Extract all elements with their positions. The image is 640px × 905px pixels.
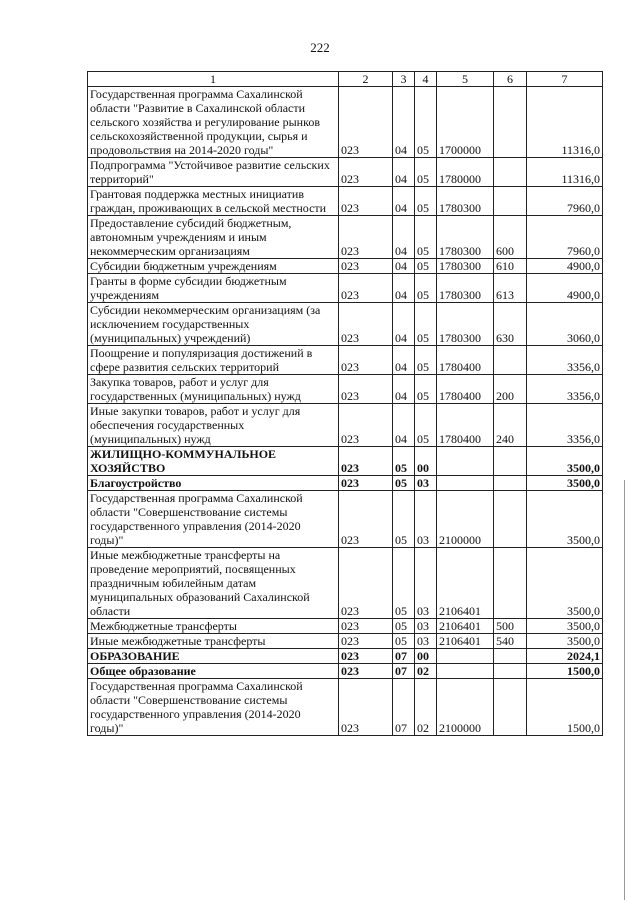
cell-vr [494, 447, 527, 476]
cell-csr [437, 649, 494, 664]
cell-name: Государственная программа Сахалинской области "Развитие в Сахалинской области сельского хозяйства и регулирование рынков сельскохозяйственной продукции, сырья и продовольствия на 2014-2020 годы" [88, 87, 339, 158]
cell-code: 023 [339, 649, 393, 664]
cell-code: 023 [339, 447, 393, 476]
cell-name: Межбюджетные трансферты [88, 619, 339, 634]
cell-amount: 11316,0 [527, 158, 603, 187]
cell-code: 023 [339, 375, 393, 404]
cell-podrazdel: 03 [415, 476, 437, 491]
table-row [88, 664, 603, 679]
cell-amount: 3060,0 [527, 303, 603, 346]
cell-name: Общее образование [88, 664, 339, 679]
cell-name: Иные межбюджетные трансферты на проведение мероприятий, посвященных праздничным юбилейным датам муниципальных образований Сахалинской области [88, 548, 339, 619]
cell-name: Гранты в форме субсидии бюджетным учреждениям [88, 274, 339, 303]
table-body [88, 87, 603, 736]
header-col-2: 2 [339, 72, 393, 87]
table-row [88, 303, 603, 346]
cell-amount: 3500,0 [527, 476, 603, 491]
cell-name: ОБРАЗОВАНИЕ [88, 649, 339, 664]
cell-podrazdel: 05 [415, 375, 437, 404]
cell-csr: 1780400 [437, 404, 494, 447]
cell-vr [494, 491, 527, 548]
cell-csr: 1780300 [437, 216, 494, 259]
header-col-3: 3 [393, 72, 415, 87]
cell-vr: 200 [494, 375, 527, 404]
cell-podrazdel: 05 [415, 87, 437, 158]
cell-amount: 1500,0 [527, 679, 603, 736]
header-col-5: 5 [437, 72, 494, 87]
scan-edge-line [624, 480, 625, 900]
cell-amount: 3356,0 [527, 375, 603, 404]
cell-podrazdel: 00 [415, 649, 437, 664]
cell-code: 023 [339, 679, 393, 736]
cell-amount: 3500,0 [527, 619, 603, 634]
table-row [88, 649, 603, 664]
cell-csr: 2106401 [437, 548, 494, 619]
cell-name: Предоставление субсидий бюджетным, автономным учреждениям и иным некоммерческим организациям [88, 216, 339, 259]
cell-podrazdel: 05 [415, 346, 437, 375]
cell-razdel: 04 [393, 303, 415, 346]
cell-csr: 1780000 [437, 158, 494, 187]
table-row [88, 491, 603, 548]
cell-vr [494, 187, 527, 216]
table-row [88, 679, 603, 736]
table-row [88, 259, 603, 274]
cell-podrazdel: 02 [415, 679, 437, 736]
cell-vr [494, 649, 527, 664]
table-row [88, 87, 603, 158]
cell-code: 023 [339, 187, 393, 216]
cell-podrazdel: 02 [415, 664, 437, 679]
cell-amount: 2024,1 [527, 649, 603, 664]
table-row [88, 274, 603, 303]
cell-amount: 3500,0 [527, 548, 603, 619]
cell-vr [494, 679, 527, 736]
header-col-6: 6 [494, 72, 527, 87]
cell-razdel: 04 [393, 346, 415, 375]
cell-podrazdel: 05 [415, 274, 437, 303]
cell-vr: 630 [494, 303, 527, 346]
cell-csr: 1780400 [437, 346, 494, 375]
cell-vr: 613 [494, 274, 527, 303]
cell-razdel: 04 [393, 375, 415, 404]
cell-razdel: 04 [393, 158, 415, 187]
cell-name: Иные межбюджетные трансферты [88, 634, 339, 649]
cell-name: Закупка товаров, работ и услуг для государственных (муниципальных) нужд [88, 375, 339, 404]
cell-csr: 1780300 [437, 274, 494, 303]
cell-podrazdel: 05 [415, 259, 437, 274]
cell-csr: 2106401 [437, 619, 494, 634]
cell-podrazdel: 03 [415, 491, 437, 548]
cell-code: 023 [339, 303, 393, 346]
cell-amount: 3500,0 [527, 634, 603, 649]
cell-razdel: 04 [393, 274, 415, 303]
cell-razdel: 05 [393, 548, 415, 619]
budget-table [87, 71, 603, 736]
cell-vr [494, 158, 527, 187]
cell-podrazdel: 05 [415, 303, 437, 346]
cell-code: 023 [339, 158, 393, 187]
cell-amount: 3500,0 [527, 447, 603, 476]
table-row [88, 447, 603, 476]
cell-amount: 3500,0 [527, 491, 603, 548]
cell-csr: 2100000 [437, 491, 494, 548]
table-row [88, 375, 603, 404]
cell-csr: 1780400 [437, 375, 494, 404]
cell-vr [494, 476, 527, 491]
cell-code: 023 [339, 548, 393, 619]
table-row [88, 404, 603, 447]
cell-podrazdel: 00 [415, 447, 437, 476]
cell-podrazdel: 05 [415, 404, 437, 447]
cell-code: 023 [339, 404, 393, 447]
cell-amount: 4900,0 [527, 259, 603, 274]
table-row [88, 158, 603, 187]
header-row [88, 72, 603, 87]
cell-amount: 3356,0 [527, 404, 603, 447]
cell-amount: 11316,0 [527, 87, 603, 158]
cell-vr [494, 87, 527, 158]
cell-csr [437, 664, 494, 679]
cell-csr: 2106401 [437, 634, 494, 649]
header-col-7: 7 [527, 72, 603, 87]
cell-name: ЖИЛИЩНО-КОММУНАЛЬНОЕ ХОЗЯЙСТВО [88, 447, 339, 476]
cell-amount: 7960,0 [527, 187, 603, 216]
cell-razdel: 07 [393, 649, 415, 664]
header-col-4: 4 [415, 72, 437, 87]
cell-vr: 610 [494, 259, 527, 274]
table-row [88, 187, 603, 216]
cell-code: 023 [339, 664, 393, 679]
cell-amount: 4900,0 [527, 274, 603, 303]
cell-vr [494, 346, 527, 375]
cell-code: 023 [339, 619, 393, 634]
cell-razdel: 04 [393, 216, 415, 259]
cell-razdel: 05 [393, 447, 415, 476]
cell-name: Государственная программа Сахалинской области "Совершенствование системы государственного управления (2014-2020 годы)" [88, 491, 339, 548]
cell-csr: 2100000 [437, 679, 494, 736]
cell-vr: 540 [494, 634, 527, 649]
table-row [88, 634, 603, 649]
cell-name: Грантовая поддержка местных инициатив граждан, проживающих в сельской местности [88, 187, 339, 216]
cell-podrazdel: 03 [415, 619, 437, 634]
cell-code: 023 [339, 634, 393, 649]
cell-csr: 1780300 [437, 187, 494, 216]
header-col-1: 1 [88, 72, 339, 87]
cell-csr [437, 447, 494, 476]
cell-name: Субсидии некоммерческим организациям (за исключением государственных (муниципальных) учреждений) [88, 303, 339, 346]
cell-podrazdel: 05 [415, 187, 437, 216]
cell-podrazdel: 03 [415, 634, 437, 649]
cell-razdel: 07 [393, 664, 415, 679]
page-number: 222 [310, 40, 330, 55]
cell-podrazdel: 05 [415, 216, 437, 259]
cell-razdel: 04 [393, 187, 415, 216]
cell-razdel: 04 [393, 259, 415, 274]
cell-code: 023 [339, 274, 393, 303]
cell-razdel: 05 [393, 634, 415, 649]
cell-vr [494, 548, 527, 619]
table-row [88, 548, 603, 619]
cell-csr [437, 476, 494, 491]
cell-name: Благоустройство [88, 476, 339, 491]
cell-code: 023 [339, 259, 393, 274]
cell-amount: 1500,0 [527, 664, 603, 679]
cell-name: Государственная программа Сахалинской области "Совершенствование системы государственного управления (2014-2020 годы)" [88, 679, 339, 736]
cell-razdel: 05 [393, 476, 415, 491]
cell-razdel: 04 [393, 87, 415, 158]
cell-razdel: 04 [393, 404, 415, 447]
table-row [88, 216, 603, 259]
cell-csr: 1780300 [437, 303, 494, 346]
cell-code: 023 [339, 216, 393, 259]
cell-razdel: 07 [393, 679, 415, 736]
cell-code: 023 [339, 476, 393, 491]
table-row [88, 346, 603, 375]
cell-code: 023 [339, 491, 393, 548]
cell-name: Поощрение и популяризация достижений в сфере развития сельских территорий [88, 346, 339, 375]
cell-code: 023 [339, 87, 393, 158]
cell-vr: 240 [494, 404, 527, 447]
cell-vr: 600 [494, 216, 527, 259]
cell-name: Субсидии бюджетным учреждениям [88, 259, 339, 274]
cell-name: Иные закупки товаров, работ и услуг для обеспечения государственных (муниципальных) нужд [88, 404, 339, 447]
cell-razdel: 05 [393, 491, 415, 548]
table-row [88, 476, 603, 491]
cell-razdel: 05 [393, 619, 415, 634]
cell-name: Подпрограмма "Устойчивое развитие сельских территорий" [88, 158, 339, 187]
cell-csr: 1700000 [437, 87, 494, 158]
cell-vr [494, 664, 527, 679]
cell-vr: 500 [494, 619, 527, 634]
cell-amount: 3356,0 [527, 346, 603, 375]
cell-podrazdel: 05 [415, 158, 437, 187]
cell-csr: 1780300 [437, 259, 494, 274]
table-header [88, 72, 603, 87]
cell-podrazdel: 03 [415, 548, 437, 619]
cell-code: 023 [339, 346, 393, 375]
cell-amount: 7960,0 [527, 216, 603, 259]
table-row [88, 619, 603, 634]
